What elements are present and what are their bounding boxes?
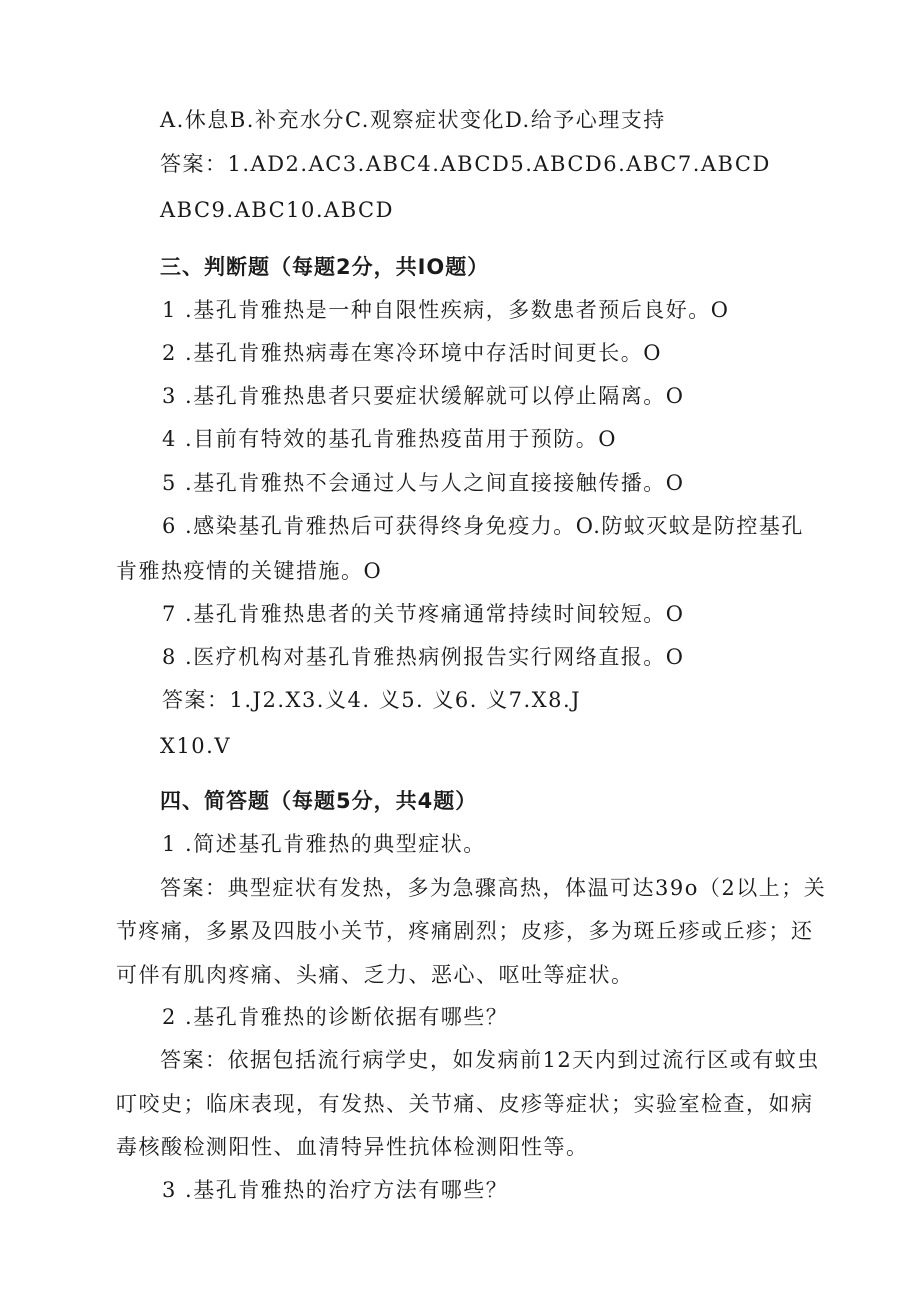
short-answer-2-end: 毒核酸检测阳性、血清特异性抗体检测阳性等。 <box>116 1135 589 1159</box>
short-answer-2-continued: 叮咬史；临床表现，有发热、关节痛、皮疹等症状；实验室检查，如病 <box>116 1092 814 1116</box>
short-question-2: 2 .基孔肯雅热的诊断依据有哪些？ <box>162 1005 509 1029</box>
tf-question-7: 7 .基孔肯雅热患者的关节疼痛通常持续时间较短。O <box>162 602 685 626</box>
tf-question-4: 4 .目前有特效的基孔肯雅热疫苗用于预防。O <box>162 427 617 451</box>
section-4-heading: 四、简答题（每题5分，共4题） <box>160 789 478 813</box>
section-3-heading: 三、判断题（每题2分，共IO题） <box>160 255 490 279</box>
tf-question-2: 2 .基孔肯雅热病毒在寒冷环境中存活时间更长。O <box>162 341 662 365</box>
mc-options-line: A.休息B.补充水分C.观察症状变化D.给予心理支持 <box>160 108 666 132</box>
tf-question-8: 8 .医疗机构对基孔肯雅热病例报告实行网络直报。O <box>162 645 685 669</box>
tf-question-1: 1 .基孔肯雅热是一种自限性疾病，多数患者预后良好。O <box>162 298 730 322</box>
tf-question-3: 3 .基孔肯雅热患者只要症状缓解就可以停止隔离。O <box>162 384 685 408</box>
short-question-1: 1 .简述基孔肯雅热的典型症状。 <box>162 832 486 856</box>
tf-question-5: 5 .基孔肯雅热不会通过人与人之间直接接触传播。O <box>162 471 685 495</box>
short-answer-1: 答案：典型症状有发热，多为急骤高热，体温可达39o（2以上；关 <box>160 876 827 900</box>
short-question-3: 3 .基孔肯雅热的治疗方法有哪些？ <box>162 1178 509 1202</box>
short-answer-1-continued: 节疼痛，多累及四肢小关节，疼痛剧烈；皮疹，多为斑丘疹或丘疹；还 <box>116 919 814 943</box>
mc-answer-line-continued: ABC9.ABC10.ABCD <box>160 198 394 222</box>
tf-question-6-continued: 肯雅热疫情的关键措施。O <box>116 559 383 583</box>
mc-answer-line: 答案：1.AD2.AC3.ABC4.ABCD5.ABCD6.ABC7.ABCD <box>160 152 771 176</box>
tf-answer-line: 答案：1.J2.X3.义4. 义5. 义6. 义7.X8.J <box>162 688 582 712</box>
tf-answer-line-continued: X10.V <box>160 734 232 758</box>
short-answer-1-end: 可伴有肌肉疼痛、头痛、乏力、恶心、呕吐等症状。 <box>116 963 634 987</box>
tf-question-6: 6 .感染基孔肯雅热后可获得终身免疫力。O.防蚊灭蚊是防控基孔 <box>162 514 804 538</box>
short-answer-2: 答案：依据包括流行病学史，如发病前12天内到过流行区或有蚊虫 <box>160 1048 820 1072</box>
